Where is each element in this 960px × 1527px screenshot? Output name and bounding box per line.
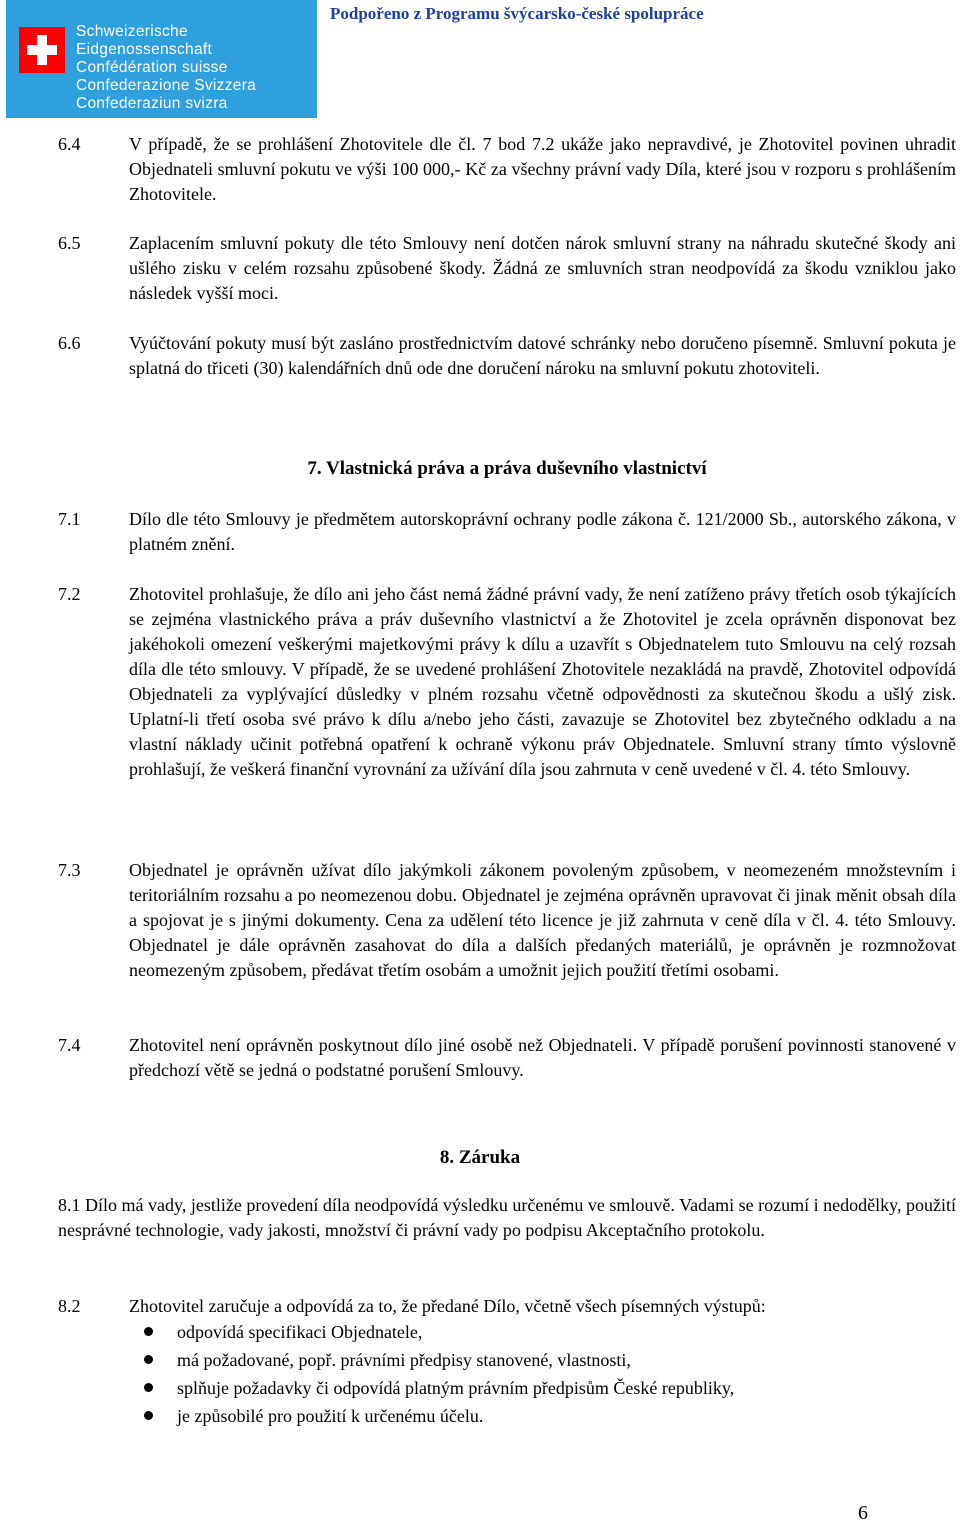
section-heading-8: 8. Záruka — [439, 1147, 521, 1168]
clause-text: Zhotovitel zaručuje a odpovídá za to, že předané Dílo, včetně všech písemných výstupů: — [129, 1296, 766, 1316]
clause-text: Zaplacením smluvní pokuty dle této Smlouvy není dotčen nárok smluvní strany na náhradu skutečné škody ani ušlého zisku v celém rozsahu způsobené škody. Žádná ze smluvních stran neodpovídá za škodu vzniklou jako následek vyšší moci. — [129, 233, 956, 303]
clause-number: 7.1 — [58, 509, 81, 529]
logo-text — [76, 23, 317, 113]
clause-text: Vyúčtování pokuty musí být zasláno prostřednictvím datové schránky nebo doručeno písemně. Smluvní pokuta je splatná do třiceti (30) kalendářních dnů ode dne doručení nároku na smluvní pokutu zhotoviteli. — [129, 333, 956, 378]
clause-text: Objednatel je oprávněn užívat dílo jakýmkoli zákonem povoleným způsobem, v neomezeném množstevním i teritoriálním rozsahu a po neomezenou dobu. Objednatel je zejména oprávněn upravovat či jinak měnit obsah díla a spojovat je s jinými dokumenty. Cena za udělení této licence je již zahrnuta v ceně díla v čl. 4. této Smlouvy. Objednatel je dále oprávněn zasahovat do díla a dalších předaných materiálů, je oprávněn je rozmnožovat neomezeným způsobem, předávat třetím osobám a umožnit jejich použití třetími osobami. — [129, 860, 956, 980]
page-number: 6 — [858, 1502, 868, 1524]
clause-6-5 — [58, 231, 956, 306]
clause-number: 8.2 — [58, 1296, 81, 1316]
clause-text: Dílo dle této Smlouvy je předmětem autorskoprávní ochrany podle zákona č. 121/2000 Sb., autorského zákona, v platném znění. — [129, 509, 956, 554]
list-item: je způsobilé pro použití k určenému účelu. — [129, 1402, 734, 1430]
clause-number: 7.2 — [58, 584, 81, 604]
clause-number: 7.3 — [58, 860, 81, 880]
header-title: Podpořeno z Programu švýcarsko-české spolupráce — [330, 4, 704, 23]
warranty-bullet-list — [129, 1318, 734, 1430]
section-heading-7: 7. Vlastnická práva a práva duševního vlastnictví — [307, 458, 707, 479]
clause-number: 6.5 — [58, 233, 81, 253]
swiss-flag-icon — [19, 27, 65, 73]
logo-line: Schweizerische Eidgenossenschaft — [76, 23, 213, 58]
logo-line: Confederaziun svizra — [76, 95, 228, 112]
logo-line: Confédération suisse — [76, 59, 228, 76]
clause-7-1 — [58, 507, 956, 557]
clause-7-3 — [58, 858, 956, 983]
clause-7-2 — [58, 582, 956, 782]
clause-8-1 — [58, 1193, 956, 1243]
clause-text: Zhotovitel není oprávněn poskytnout dílo jiné osobě než Objednateli. V případě porušení povinnosti stanovené v předchozí větě se jedná o podstatné porušení Smlouvy. — [129, 1035, 956, 1080]
clause-number: 6.6 — [58, 333, 81, 353]
clause-text: Zhotovitel prohlašuje, že dílo ani jeho část nemá žádné právní vady, že není zatíženo právy třetích osob týkajících se zejména vlastnického práva a práv duševního vlastnictví a že Zhotovitel je zcela oprávněn disponovat bez jakéhokoli omezení veškerými majetkovými právy k dílu a uzavřít s Objednatelem tuto Smlouvu na celý rozsah díla dle této smlouvy. V případě, že se uvedené prohlášení Zhotovitele nezakládá na pravdě, Zhotovitel odpovídá Objednateli za vyplývající důsledky v plném rozsahu včetně odpovědnosti za skutečnou škodu a ušlý zisk. Uplatní-li třetí osoba své právo k dílu a/nebo jeho části, zavazuje se Zhotovitel bez zbytečného odkladu a na vlastní náklady učinit potřebná opatření k ochraně výkonu práv Objednatele. Smluvní strany tímto výslovně prohlašují, že veškerá finanční vyrovnání za užívání díla jsou zahrnuta v ceně uvedené v čl. 4. této Smlouvy. — [129, 584, 956, 779]
clause-number: 6.4 — [58, 134, 81, 154]
clause-8-2 — [58, 1294, 956, 1319]
clause-6-6 — [58, 331, 956, 381]
list-item: splňuje požadavky či odpovídá platným právním předpisům České republiky, — [129, 1374, 734, 1402]
logo-line: Confederazione Svizzera — [76, 77, 257, 94]
clause-text: V případě, že se prohlášení Zhotovitele dle čl. 7 bod 7.2 ukáže jako nepravdivé, je Zhotovitel povinen uhradit Objednateli smluvní pokutu ve výši 100 000,- Kč za všechny právní vady Díla, které jsou v rozporu s prohlášením Zhotovitele. — [129, 134, 956, 204]
list-item: odpovídá specifikaci Objednatele, — [129, 1318, 734, 1346]
clause-text: 8.1 Dílo má vady, jestliže provedení díla neodpovídá výsledku určenému ve smlouvě. Vadami se rozumí i nedodělky, použití nesprávné technologie, vady jakosti, množství či právní vady po podpisu Akceptačního protokolu. — [58, 1195, 956, 1240]
clause-7-4 — [58, 1033, 956, 1083]
clause-number: 7.4 — [58, 1035, 81, 1055]
list-item: má požadované, popř. právními předpisy stanovené, vlastnosti, — [129, 1346, 734, 1374]
swiss-confederation-logo — [6, 0, 317, 118]
clause-6-4 — [58, 132, 956, 207]
